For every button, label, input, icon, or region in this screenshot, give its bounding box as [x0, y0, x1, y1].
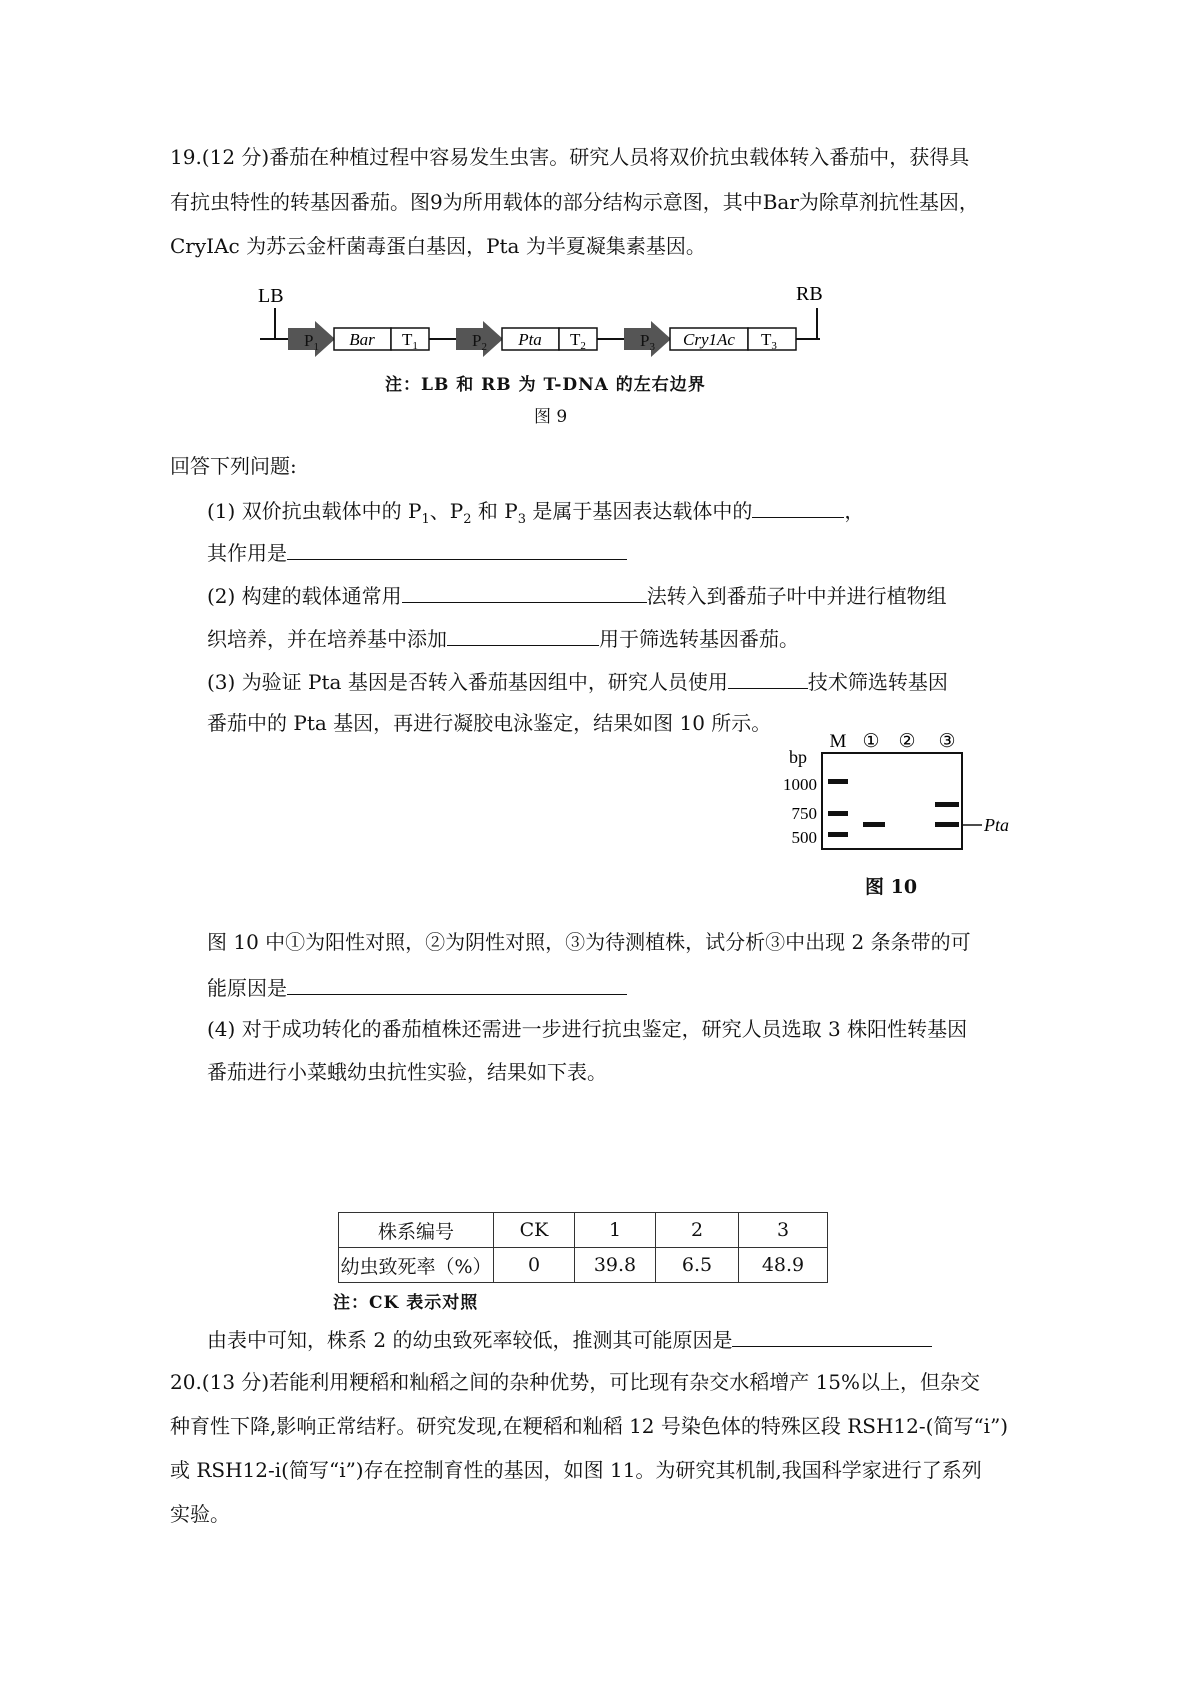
- rb-label: RB: [796, 283, 823, 305]
- table-header-cell: 2: [656, 1213, 739, 1248]
- svg-text:T3: $T_3$: [761, 330, 777, 352]
- table-cell: 0: [494, 1248, 575, 1283]
- promoter-p2-arrow: [456, 321, 503, 357]
- cry1ac-gene-label: Cry1Ac: [683, 330, 735, 349]
- table-header-cell: 株系编号: [339, 1213, 494, 1248]
- lane-2-label: ②: [898, 731, 916, 752]
- lane-1-band: [863, 822, 885, 827]
- q20-text-line-3: 或 RSH12-i(简写“i”)存在控制育性的基因，如图 11。为研究其机制,我国科学家进行了系列: [170, 1458, 982, 1482]
- promoter-p3-arrow: [624, 321, 671, 357]
- q4-line-1: (4) 对于成功转化的番茄植株还需进一步进行抗虫鉴定，研究人员选取 3 株阳性转基因: [207, 1017, 968, 1041]
- q2-line-2: 织培养，并在培养基中添加 用于筛选转基因番茄。: [207, 623, 799, 653]
- answer-blank[interactable]: [287, 537, 627, 560]
- pta-band-label: Pta: [984, 815, 1009, 835]
- table-header-row: [339, 1213, 828, 1248]
- larva-mortality-table: [338, 1212, 828, 1283]
- q4-line-2: 番茄进行小菜蛾幼虫抗性实验，结果如下表。: [207, 1060, 607, 1084]
- answer-blank[interactable]: [447, 623, 599, 646]
- q19-text-line-3: CryIAc 为苏云金杆菌毒蛋白基因，Pta 为半夏凝集素基因。: [170, 234, 706, 258]
- q2-line-1: (2) 构建的载体通常用 法转入到番茄子叶中并进行植物组: [207, 580, 947, 610]
- q3-line-2: 番茄中的 Pta 基因，再进行凝胶电泳鉴定，结果如图 10 所示。: [207, 711, 772, 735]
- lane-3-label: ③: [938, 731, 956, 752]
- lane-3-upper-band: [935, 802, 959, 807]
- bp-unit-label: bp: [789, 747, 807, 767]
- svg-text:P3: $P_3$: [640, 331, 655, 353]
- svg-text:T2: $T_2$: [570, 330, 586, 352]
- q3-line-4: 能原因是: [207, 972, 627, 1002]
- table-header-cell: 1: [575, 1213, 656, 1248]
- figure-9-note: 注：LB 和 RB 为 T-DNA 的左右边界: [385, 375, 706, 395]
- table-cell: 48.9: [739, 1248, 828, 1283]
- q20-text-line-1: 20.(13 分)若能利用粳稻和籼稻之间的杂种优势，可比现有杂交水稻增产 15%以上，但杂交: [170, 1370, 981, 1394]
- q19-text-line-2: 有抗虫特性的转基因番茄。图9为所用载体的部分结构示意图，其中Bar为除草剂抗性基因，: [170, 190, 979, 214]
- table-cell: 幼虫致死率（%）: [339, 1248, 494, 1283]
- table-note: 注：CK 表示对照: [333, 1293, 479, 1313]
- marker-500-label: 500: [791, 828, 817, 847]
- bar-gene-label: Bar: [349, 330, 375, 349]
- table-header-cell: CK: [494, 1213, 575, 1248]
- q1-line-1: (1) 双价抗虫载体中的 $P_1$、$P_2$ 和 $P_3$ 是属于基因表达载体中的 ，: [207, 495, 864, 534]
- q3-line-1: (3) 为验证 Pta 基因是否转入番茄基因组中，研究人员使用 技术筛选转基因: [207, 666, 948, 696]
- marker-band-1000: [828, 779, 848, 784]
- figure-9-vector-diagram: [250, 278, 840, 368]
- q20-text-line-4: 实验。: [170, 1502, 230, 1526]
- table-cell: 39.8: [575, 1248, 656, 1283]
- figure-10-gel: [775, 725, 1025, 855]
- table-header-cell: 3: [739, 1213, 828, 1248]
- q3-line-3: 图 10 中①为阳性对照，②为阴性对照，③为待测植株，试分析③中出现 2 条条带的可: [207, 930, 971, 954]
- table-row: [339, 1248, 828, 1283]
- svg-text:P2: $P_2$: [472, 331, 487, 353]
- lane-3-lower-band: [935, 822, 959, 827]
- marker-band-500: [828, 832, 848, 837]
- q1-line-2: 其作用是: [207, 537, 627, 567]
- answer-blank[interactable]: [728, 666, 808, 689]
- answer-blank[interactable]: [752, 495, 844, 518]
- q4-line-3: 由表中可知，株系 2 的幼虫致死率较低，推测其可能原因是: [207, 1324, 932, 1354]
- pta-gene-label: Pta: [518, 330, 542, 349]
- svg-text:T1: $T_1$: [402, 330, 418, 352]
- promoter-p1-arrow: [288, 321, 335, 357]
- svg-text:P1: $P_1$: [304, 331, 319, 353]
- answer-blank[interactable]: [732, 1324, 932, 1347]
- figure-9-caption: 图 9: [534, 407, 568, 427]
- answer-blank[interactable]: [402, 580, 647, 603]
- marker-band-750: [828, 811, 848, 816]
- lane-1-label: ①: [862, 731, 880, 752]
- table-cell: 6.5: [656, 1248, 739, 1283]
- lb-label: LB: [258, 285, 284, 307]
- marker-1000-label: 1000: [783, 775, 817, 794]
- marker-750-label: 750: [791, 804, 817, 823]
- figure-10-caption: 图 10: [865, 876, 918, 898]
- lane-m-label: M: [829, 731, 847, 752]
- answer-intro: 回答下列问题:: [170, 454, 297, 478]
- q20-text-line-2: 种育性下降,影响正常结籽。研究发现,在粳稻和籼稻 12 号染色体的特殊区段 RSH12-(简写“i”): [170, 1414, 1009, 1438]
- answer-blank[interactable]: [287, 972, 627, 995]
- q19-text-line-1: 19.(12 分)番茄在种植过程中容易发生虫害。研究人员将双价抗虫载体转入番茄中，获得具: [170, 145, 970, 169]
